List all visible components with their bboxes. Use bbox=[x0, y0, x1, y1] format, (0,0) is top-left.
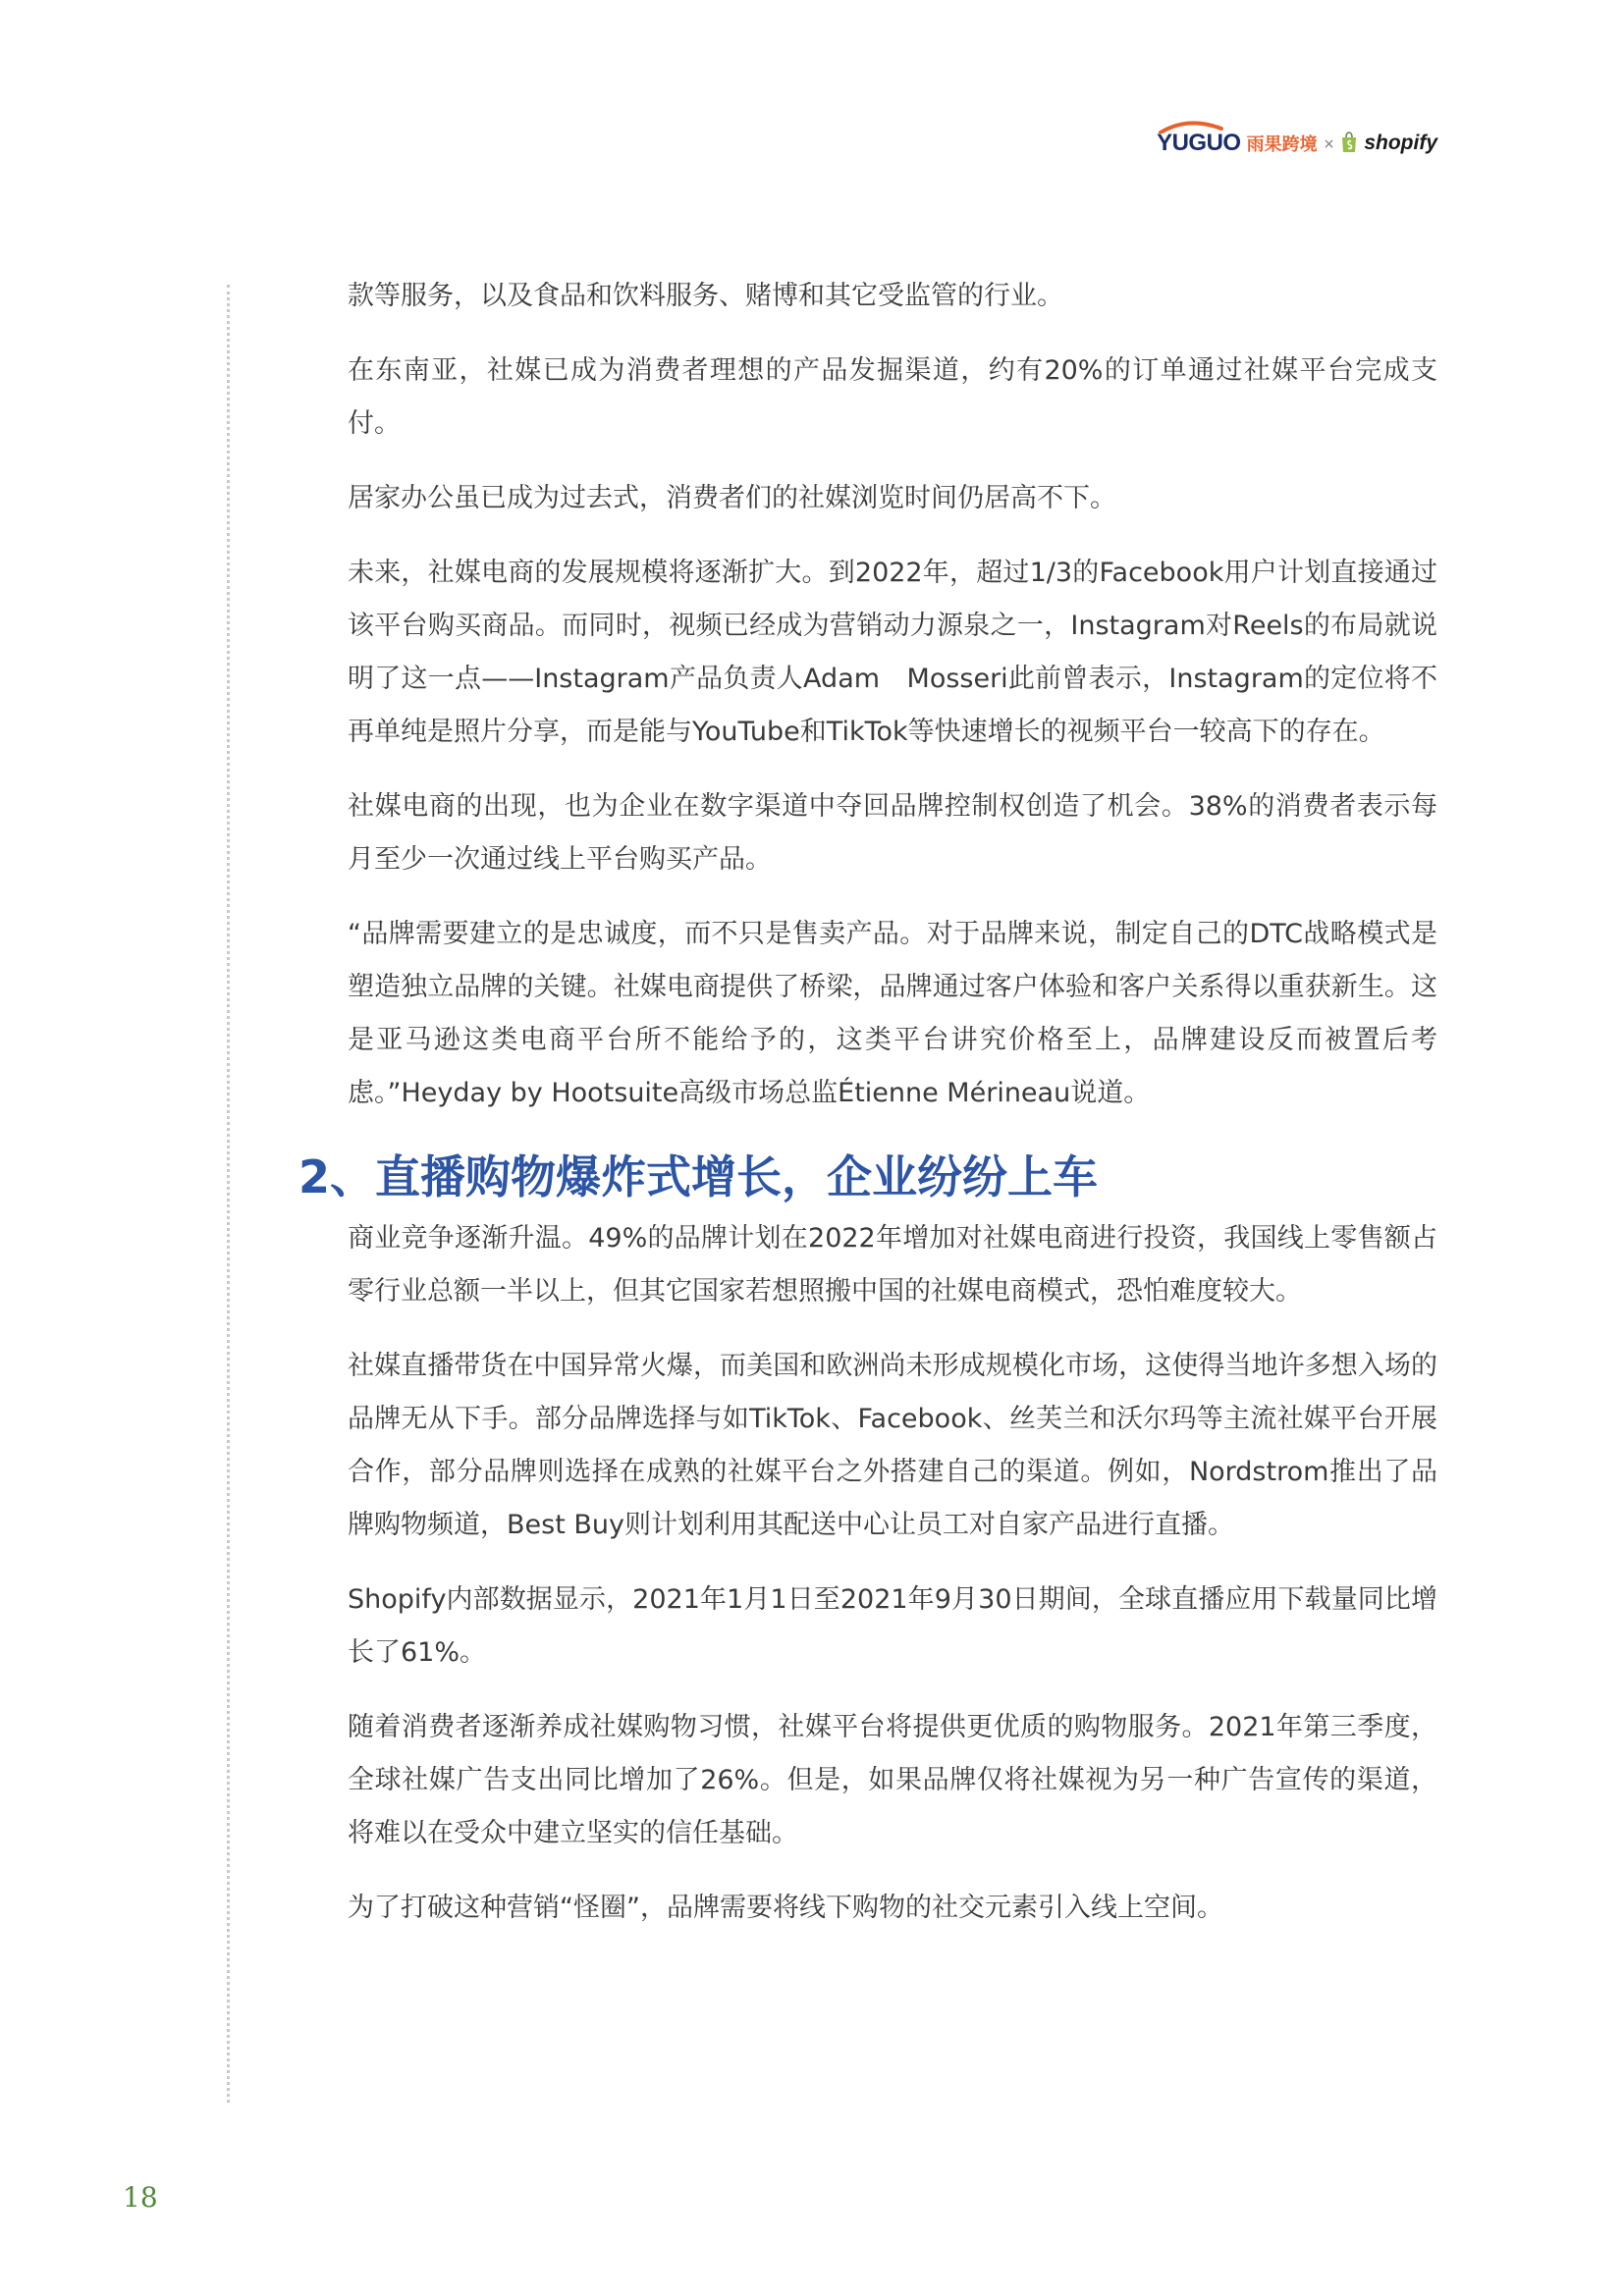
paragraph: 居家办公虽已成为过去式，消费者们的社媒浏览时间仍居高不下。 bbox=[348, 483, 1116, 513]
page-number: 18 bbox=[123, 2181, 158, 2214]
quote-paragraph: “品牌需要建立的是忠诚度，而不只是售卖产品。对于品牌来说，制定自己的DTC战略模式是塑造独立品牌的关键。社媒电商提供了桥梁，品牌通过客户体验和客户关系得以重获新生。这是亚马逊这类电商平台所不能给予的，这类平台讲究价格至上，品牌建设反而被置后考虑。”Heyday by Hootsuite高级市场总监Étienne Mérineau说道。 bbox=[348, 919, 1437, 1108]
yuguo-chinese-name: 雨果跨境 bbox=[1246, 134, 1318, 155]
article-body bbox=[298, 270, 1437, 1956]
paragraph: 商业竞争逐渐升温。49%的品牌计划在2022年增加对社媒电商进行投资，我国线上零售额占零行业总额一半以上，但其它国家若想照搬中国的社媒电商模式，恐怕难度较大。 bbox=[348, 1223, 1437, 1307]
paragraph: 未来，社媒电商的发展规模将逐渐扩大。到2022年，超过1/3的Facebook用户计划直接通过该平台购买商品。而同时，视频已经成为营销动力源泉之一，Instagram对Reels的布局就说明了这一点——Instagram产品负责人Adam Mosseri此前曾表示，Instagram的定位将不再单纯是照片分享，而是能与YouTube和TikTok等快速增长的视频平台一较高下的存在。 bbox=[348, 558, 1437, 747]
margin-dotted-rule bbox=[227, 285, 230, 2103]
paragraph: 为了打破这种营销“怪圈”，品牌需要将线下购物的社交元素引入线上空间。 bbox=[348, 1893, 1223, 1923]
section-heading: 2、直播购物爆炸式增长，企业纷纷上车 bbox=[298, 1150, 1099, 1203]
yuguo-logo bbox=[1157, 126, 1241, 157]
header-logos bbox=[1157, 124, 1437, 159]
yuguo-wordmark: YUGUO bbox=[1157, 130, 1241, 156]
shopify-wordmark: shopify bbox=[1364, 131, 1437, 154]
paragraph: 社媒直播带货在中国异常火爆，而美国和欧洲尚未形成规模化市场，这使得当地许多想入场的品牌无从下手。部分品牌选择与如TikTok、Facebook、丝芙兰和沃尔玛等主流社媒平台开展合作，部分品牌则选择在成熟的社媒平台之外搭建自己的渠道。例如，Nordstrom推出了品牌购物频道，Best Buy则计划利用其配送中心让员工对自家产品进行直播。 bbox=[348, 1351, 1437, 1540]
yuguo-arc-icon bbox=[1159, 120, 1223, 133]
paragraph: 随着消费者逐渐养成社媒购物习惯，社媒平台将提供更优质的购物服务。2021年第三季度，全球社媒广告支出同比增加了26%。但是，如果品牌仅将社媒视为另一种广告宣传的渠道，将难以在受众中建立坚实的信任基础。 bbox=[348, 1712, 1437, 1848]
paragraph: 在东南亚，社媒已成为消费者理想的产品发掘渠道，约有20%的订单通过社媒平台完成支付。 bbox=[348, 355, 1437, 439]
paragraph: 社媒电商的出现，也为企业在数字渠道中夺回品牌控制权创造了机会。38%的消费者表示每月至少一次通过线上平台购买产品。 bbox=[348, 791, 1437, 875]
paragraph: 款等服务，以及食品和饮料服务、赌博和其它受监管的行业。 bbox=[348, 281, 1063, 311]
paragraph: Shopify内部数据显示，2021年1月1日至2021年9月30日期间，全球直播应用下载量同比增长了61%。 bbox=[348, 1584, 1437, 1668]
logo-separator: × bbox=[1323, 136, 1335, 152]
shopify-bag-icon bbox=[1340, 132, 1358, 153]
